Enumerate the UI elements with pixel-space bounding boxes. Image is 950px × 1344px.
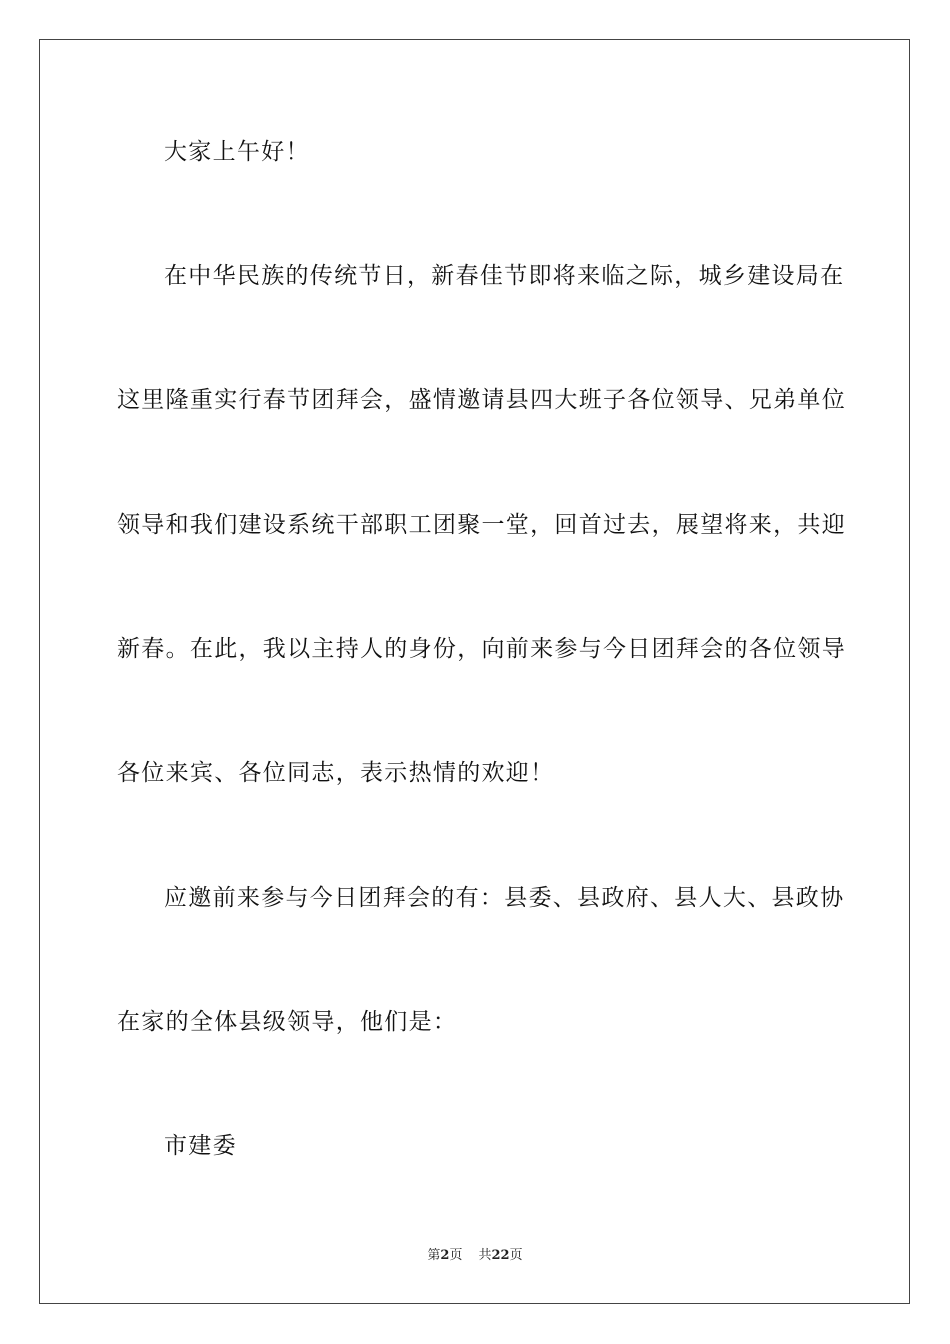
paragraph-line: 各位来宾、各位同志，表示热情的欢迎！ (117, 760, 555, 786)
paragraph-line: 在中华民族的传统节日，新春佳节即将来临之际，城乡建设局在 (164, 263, 845, 289)
total-pages: 22 (491, 1248, 510, 1263)
paragraph-line: 领导和我们建设系统干部职工团聚一堂，回首过去，展望将来，共迎 (117, 512, 846, 538)
paragraph-line: 市建委 (164, 1133, 237, 1159)
total-unit: 页 (509, 1248, 523, 1263)
paragraph-line: 新春。在此，我以主持人的身份，向前来参与今日团拜会的各位领导 (117, 636, 846, 662)
paragraph-line: 在家的全体县级领导，他们是： (117, 1009, 458, 1035)
total-prefix: 共 (478, 1248, 492, 1263)
paragraph-line: 这里隆重实行春节团拜会，盛情邀请县四大班子各位领导、兄弟单位 (117, 387, 846, 413)
page-number: 2 (440, 1248, 450, 1263)
greeting-line: 大家上午好！ (164, 139, 310, 165)
page-border (39, 39, 910, 1304)
paragraph-line: 应邀前来参与今日团拜会的有：县委、县政府、县人大、县政协 (164, 885, 845, 911)
page-unit: 页 (449, 1248, 463, 1263)
page-footer (0, 1247, 950, 1265)
page-prefix: 第 (427, 1248, 441, 1263)
